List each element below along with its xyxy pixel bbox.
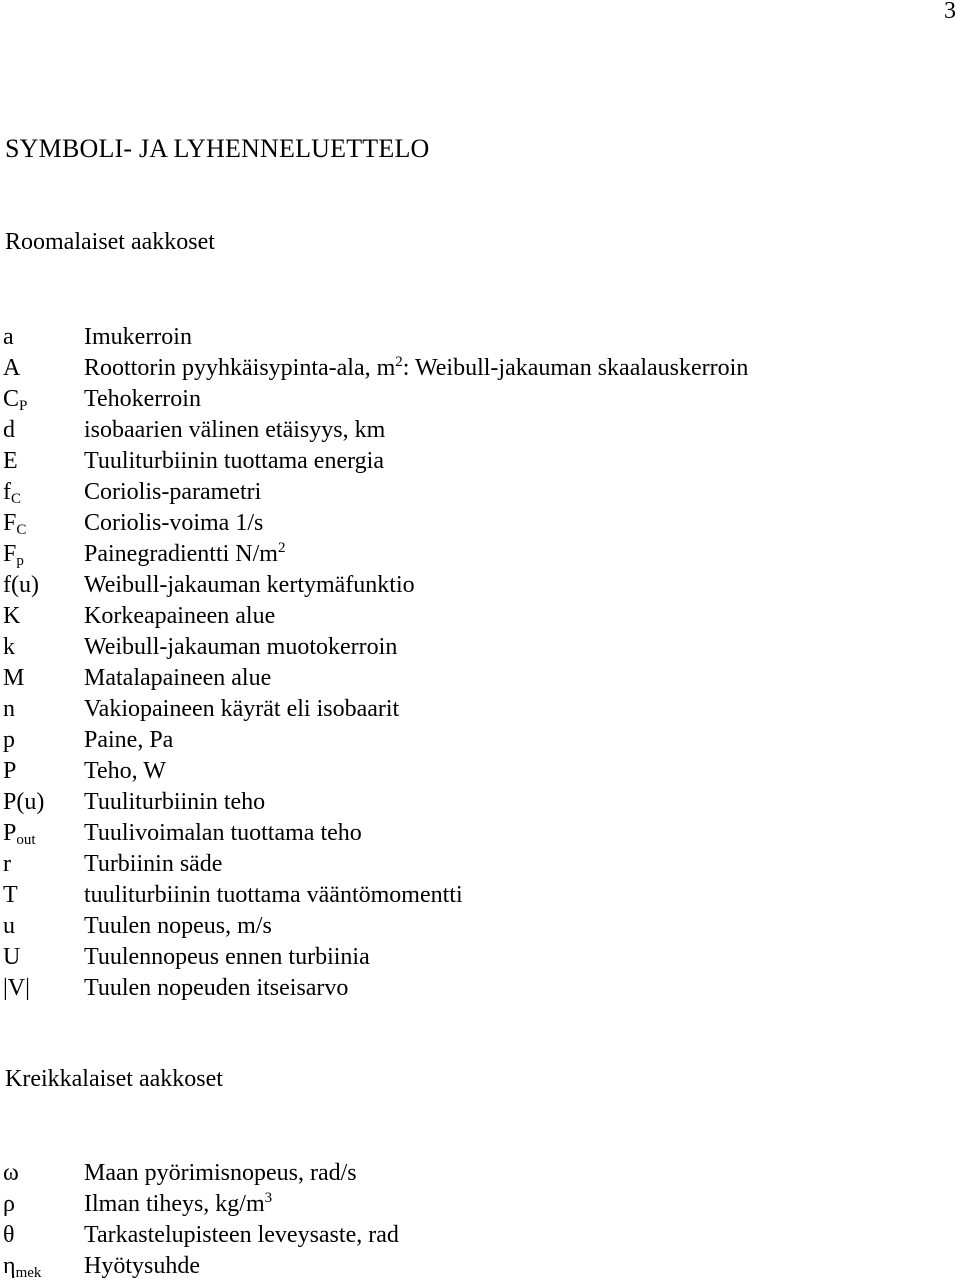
symbol-main: F [3, 541, 17, 567]
symbol-row [3, 911, 953, 942]
symbol [3, 880, 18, 911]
symbol-main: C [3, 386, 20, 412]
symbol-main: |V| [3, 975, 30, 1001]
symbol-description [84, 601, 275, 632]
symbol-main: ω [3, 1160, 19, 1186]
symbol-subscript: p [16, 553, 24, 569]
description-text: Tuulen nopeuden itseisarvo [84, 975, 349, 1001]
symbol-main: θ [3, 1222, 15, 1248]
symbol-description [84, 756, 166, 787]
symbol-row [3, 415, 953, 446]
description-text: Tuuliturbiinin teho [84, 789, 266, 815]
description-text: Korkeapaineen alue [84, 603, 276, 629]
symbol [3, 756, 16, 787]
symbol-main: U [3, 944, 21, 970]
symbol [3, 446, 18, 477]
symbol-description [84, 570, 415, 601]
symbol-main: η [3, 1253, 16, 1279]
description-text: Tuulivoimalan tuottama teho [84, 820, 362, 846]
description-superscript: 3 [264, 1190, 273, 1206]
symbol [3, 539, 24, 573]
symbol [3, 508, 26, 542]
symbol-description [84, 508, 263, 539]
symbol-row [3, 1220, 953, 1251]
symbol [3, 477, 21, 511]
symbol-main: u [3, 913, 15, 939]
symbol [3, 322, 14, 353]
description-text: Tuuliturbiinin tuottama energia [84, 448, 384, 474]
symbol [3, 1158, 19, 1189]
symbol-main: k [3, 634, 15, 660]
symbol-row [3, 880, 953, 911]
description-text: Ilman tiheys, kg/m [84, 1191, 265, 1217]
symbol-row [3, 1158, 953, 1189]
symbol-description [84, 880, 463, 911]
description-text: Imukerroin [84, 324, 192, 350]
symbol-description [84, 849, 222, 880]
symbol-row [3, 942, 953, 973]
description-text: Tuulen nopeus, m/s [84, 913, 272, 939]
symbol-description [84, 1251, 200, 1282]
symbol-description [84, 973, 348, 1004]
symbol-main: n [3, 696, 15, 722]
symbol-row [3, 818, 953, 849]
symbol-row [3, 849, 953, 880]
description-text: Tehokerroin [84, 386, 201, 412]
description-text-after: : Weibull-jakauman skaalauskerroin [402, 355, 749, 381]
symbol-main: p [3, 727, 15, 753]
description-text: Paine, Pa [84, 727, 174, 753]
description-text: Weibull-jakauman muotokerroin [84, 634, 398, 660]
symbol-description [84, 446, 384, 477]
symbol-main: d [3, 417, 15, 443]
symbol-row [3, 632, 953, 663]
symbol-main: K [3, 603, 21, 629]
symbol [3, 1189, 15, 1220]
symbol [3, 663, 24, 694]
description-text: Vakiopaineen käyrät eli isobaarit [84, 696, 400, 722]
symbol-main: P(u) [3, 789, 45, 815]
symbol-main: P [3, 758, 17, 784]
symbol-description [84, 384, 201, 415]
description-superscript: 2 [395, 354, 403, 370]
symbol-row [3, 787, 953, 818]
symbol-description [84, 725, 173, 756]
description-text: Coriolis-voima 1/s [84, 510, 264, 536]
symbol-description [84, 1220, 399, 1251]
symbol-subscript: mek [15, 1265, 42, 1281]
symbol-subscript: P [19, 398, 28, 414]
symbol [3, 818, 36, 852]
description-text: Roottorin pyyhkäisypinta-ala, m [84, 355, 396, 381]
symbol-description [84, 322, 192, 353]
symbol-row [3, 322, 953, 353]
symbol-row [3, 353, 953, 384]
symbol [3, 1220, 15, 1251]
symbol [3, 942, 20, 973]
description-superscript: 2 [277, 540, 286, 556]
symbol-main: f [3, 479, 11, 505]
symbol-main: F [3, 510, 17, 536]
symbol [3, 1251, 41, 1285]
symbol-description [84, 818, 362, 849]
symbol-description [84, 415, 385, 446]
symbol-row [3, 446, 953, 477]
description-text: Coriolis-parametri [84, 479, 262, 505]
symbol-main: r [3, 851, 11, 877]
description-text: Tuulennopeus ennen turbiinia [84, 944, 370, 970]
symbol [3, 694, 15, 725]
description-text: Hyötysuhde [84, 1253, 200, 1279]
symbol-main: A [3, 355, 21, 381]
symbol-subscript: C [16, 522, 27, 538]
symbol-description [84, 477, 261, 508]
symbol-main: ρ [3, 1191, 15, 1217]
symbol-row [3, 694, 953, 725]
symbol-row [3, 384, 953, 415]
symbol [3, 911, 15, 942]
symbol-row [3, 1251, 953, 1282]
symbol [3, 849, 11, 880]
symbol-description [84, 632, 397, 663]
page-number: 3 [944, 0, 956, 24]
symbol-description [84, 539, 285, 573]
description-text: Maan pyörimisnopeus, rad/s [84, 1160, 357, 1186]
symbol [3, 570, 39, 601]
symbol [3, 384, 27, 418]
symbol [3, 632, 15, 663]
symbol-row [3, 570, 953, 601]
symbol-description [84, 663, 271, 694]
symbol-description [84, 353, 748, 387]
description-text: Turbiinin säde [84, 851, 223, 877]
symbol-row [3, 725, 953, 756]
symbol-row [3, 601, 953, 632]
symbol-description [84, 911, 272, 942]
symbol [3, 725, 15, 756]
roman-heading: Roomalaiset aakkoset [5, 229, 215, 255]
symbol [3, 973, 30, 1004]
symbol-main: T [3, 882, 18, 908]
greek-symbol-list [3, 1158, 953, 1282]
symbol [3, 787, 44, 818]
symbol-row [3, 973, 953, 1004]
symbol-subscript: out [16, 832, 36, 848]
description-text: isobaarien välinen etäisyys, km [84, 417, 386, 443]
symbol-main: E [3, 448, 18, 474]
symbol-main: P [3, 820, 17, 846]
symbol-row [3, 508, 953, 539]
symbol-description [84, 787, 265, 818]
symbol [3, 601, 20, 632]
symbol-description [84, 694, 399, 725]
description-text: Teho, W [84, 758, 166, 784]
description-text: Matalapaineen alue [84, 665, 272, 691]
symbol-main: a [3, 324, 14, 350]
description-text: Weibull-jakauman kertymäfunktio [84, 572, 415, 598]
description-text: Tarkastelupisteen leveysaste, rad [84, 1222, 399, 1248]
roman-symbol-list [3, 322, 953, 1004]
description-text: Painegradientti N/m [84, 541, 278, 567]
symbol [3, 415, 15, 446]
symbol-main: M [3, 665, 25, 691]
greek-heading: Kreikkalaiset aakkoset [5, 1066, 223, 1092]
description-text: tuuliturbiinin tuottama vääntömomentti [84, 882, 463, 908]
symbol-description [84, 1158, 357, 1189]
symbol-subscript: C [11, 491, 22, 507]
symbol-description [84, 1189, 272, 1223]
symbol [3, 353, 20, 384]
symbol-row [3, 663, 953, 694]
symbol-row [3, 477, 953, 508]
symbol-description [84, 942, 370, 973]
symbol-row [3, 539, 953, 570]
page-title: SYMBOLI- JA LYHENNELUETTELO [5, 134, 430, 163]
symbol-row [3, 1189, 953, 1220]
symbol-main: f(u) [3, 572, 39, 598]
symbol-row [3, 756, 953, 787]
